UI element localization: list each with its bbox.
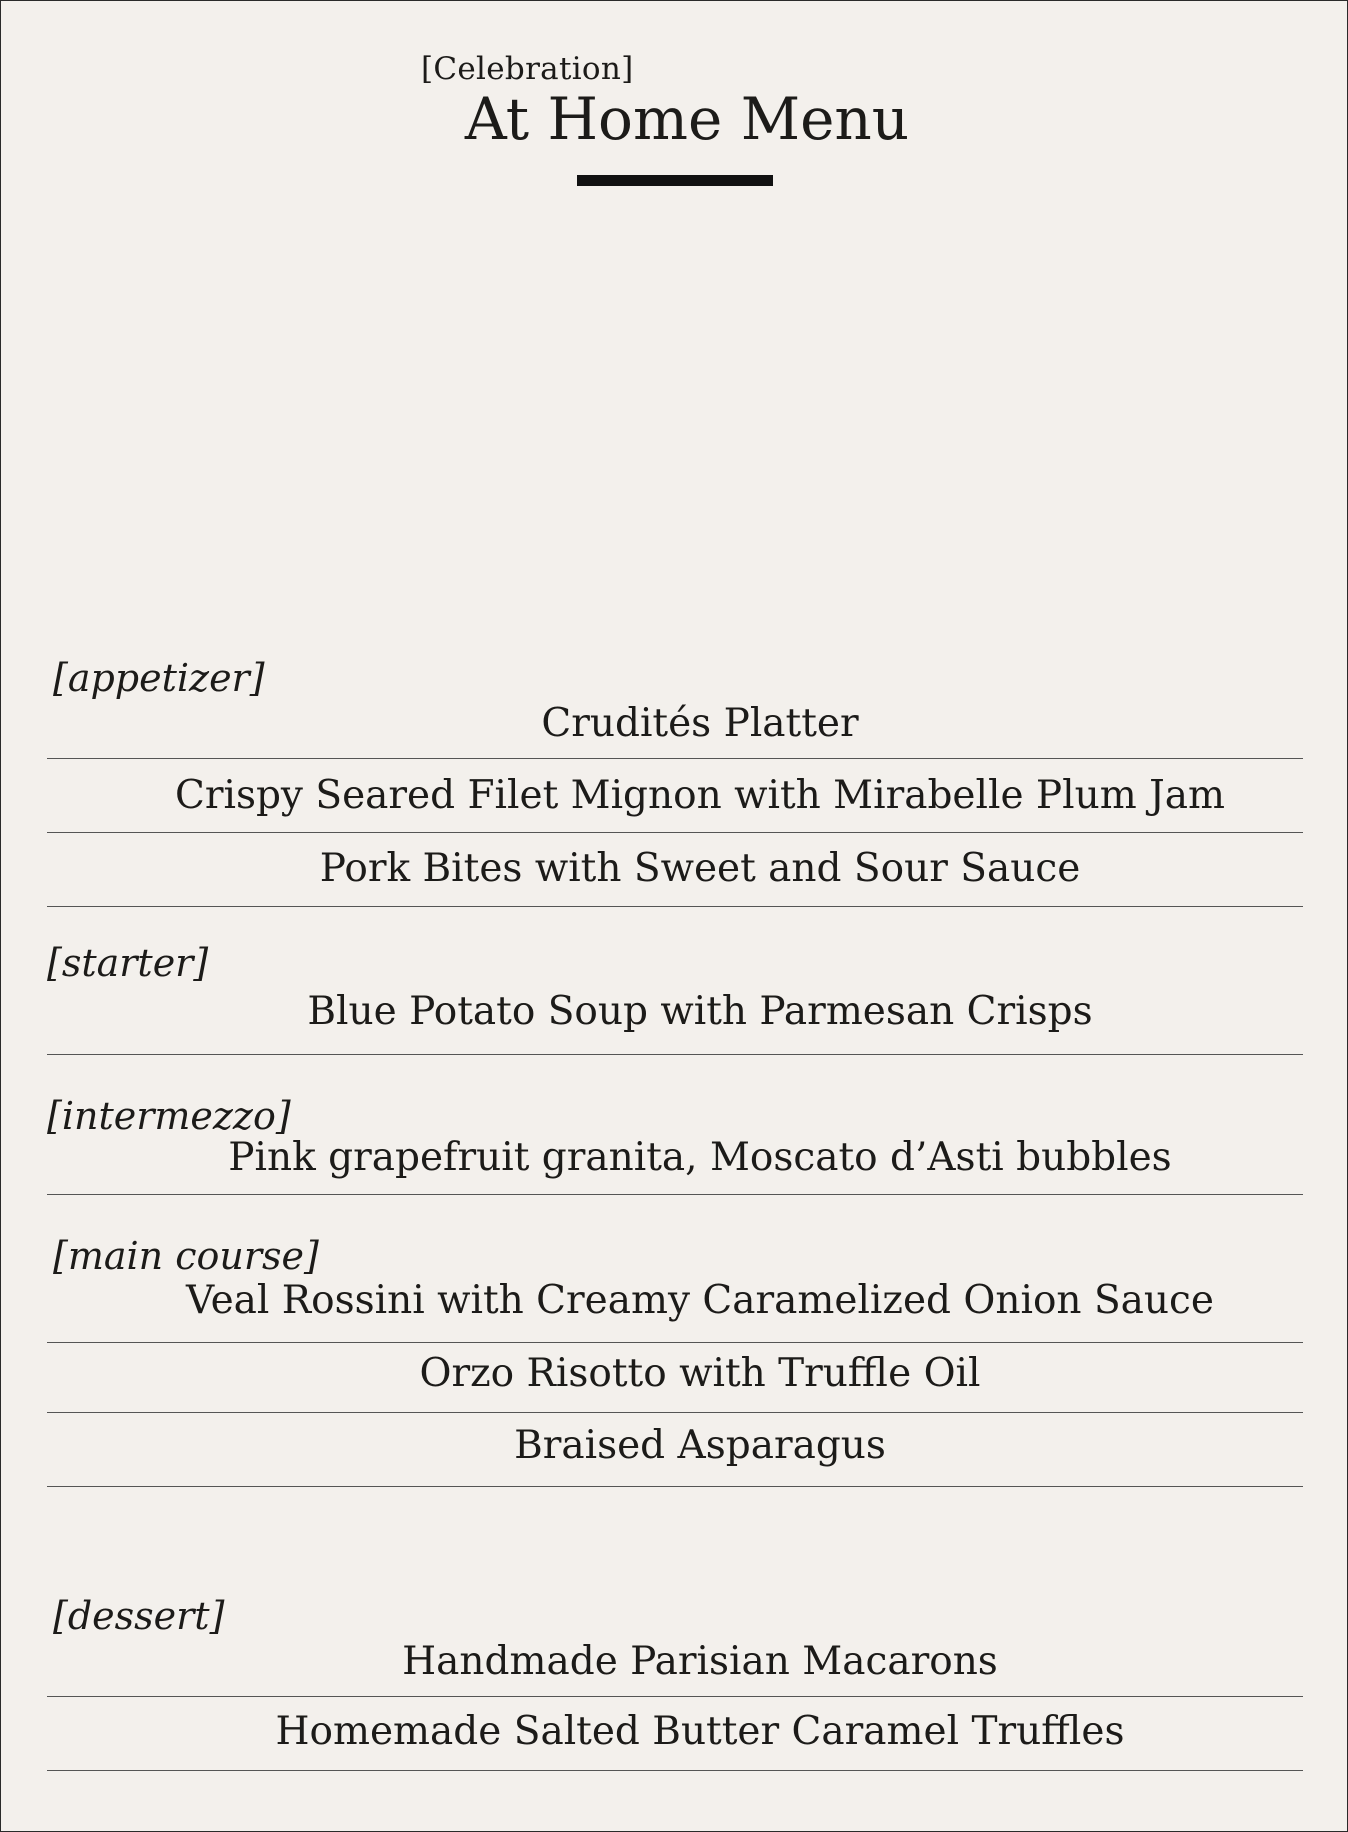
section-label-starter: [starter] [47, 941, 209, 985]
divider [47, 1194, 1303, 1195]
menu-item: Pork Bites with Sweet and Sour Sauce [319, 846, 1081, 891]
section-label-intermezzo: [intermezzo] [47, 1094, 291, 1138]
section-label-main-course: [main course] [53, 1234, 319, 1278]
menu-item: Crudités Platter [541, 701, 859, 746]
menu-item: Blue Potato Soup with Parmesan Crisps [307, 989, 1093, 1034]
divider [47, 1486, 1303, 1487]
divider [47, 1342, 1303, 1343]
section-label-appetizer: [appetizer] [53, 656, 265, 700]
menu-item: Homemade Salted Butter Caramel Truffles [275, 1709, 1125, 1754]
menu-item: Pink grapefruit granita, Moscato d’Asti bubbles [228, 1135, 1172, 1180]
divider [47, 1412, 1303, 1413]
menu-item: Braised Asparagus [514, 1423, 886, 1468]
divider [47, 1054, 1303, 1055]
divider [47, 1696, 1303, 1697]
menu-item: Orzo Risotto with Truffle Oil [419, 1351, 981, 1396]
divider [47, 758, 1303, 759]
page-title: At Home Menu [464, 85, 910, 153]
menu-item: Veal Rossini with Creamy Caramelized Onion Sauce [186, 1278, 1214, 1323]
divider [47, 832, 1303, 833]
menu-item: Crispy Seared Filet Mignon with Mirabelle Plum Jam [174, 773, 1226, 818]
section-label-dessert: [dessert] [53, 1594, 225, 1638]
menu-eyebrow: [Celebration] [421, 51, 634, 87]
menu-item: Handmade Parisian Macarons [402, 1639, 998, 1684]
divider [47, 1770, 1303, 1771]
divider [47, 906, 1303, 907]
title-underline [577, 175, 773, 186]
